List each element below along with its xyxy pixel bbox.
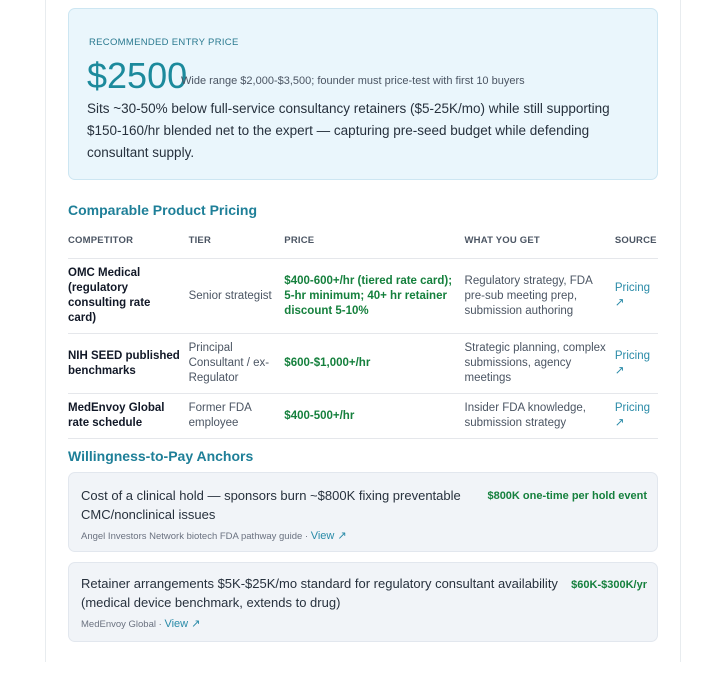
what-you-get-cell: Regulatory strategy, FDA pre-sub meeting prep, submission authoring — [465, 259, 615, 334]
tier-cell: Principal Consultant / ex-Regulator — [189, 334, 285, 394]
comparable-pricing-heading: Comparable Product Pricing — [68, 202, 258, 218]
view-source-link[interactable]: View ↗ — [164, 618, 201, 630]
source-cell — [615, 334, 658, 394]
what-you-get-cell: Strategic planning, complex submissions, agency meetings — [465, 334, 615, 394]
view-source-link[interactable]: View ↗ — [310, 530, 347, 542]
table-row — [68, 334, 658, 394]
report-page — [45, 0, 681, 662]
wtp-anchor-source-name: MedEnvoy Global · — [81, 619, 165, 630]
wtp-anchor-source-name: Angel Investors Network biotech FDA pathway guide · — [81, 531, 311, 542]
recommended-price-label: RECOMMENDED ENTRY PRICE — [89, 37, 239, 48]
tier-cell: Former FDA employee — [189, 394, 285, 439]
wtp-anchor-text: Retainer arrangements $5K-$25K/mo standard for regulatory consultant availability (medical device benchmark, extends to drug) — [81, 576, 558, 610]
competitor-cell: MedEnvoy Global rate schedule — [68, 394, 189, 439]
source-cell — [615, 259, 658, 334]
competitor-cell: NIH SEED published benchmarks — [68, 334, 189, 394]
column-header-source: SOURCE — [615, 229, 658, 259]
willingness-to-pay-heading: Willingness-to-Pay Anchors — [68, 448, 254, 464]
wtp-anchor-card — [68, 472, 658, 552]
wtp-anchor-source — [81, 617, 200, 630]
price-cell: $600-$1,000+/hr — [284, 334, 464, 394]
comparable-pricing-table — [68, 229, 658, 439]
wtp-anchor-text: Cost of a clinical hold — sponsors burn ~$800K fixing preventable CMC/nonclinical issues — [81, 488, 461, 522]
table-row — [68, 259, 658, 334]
wtp-anchor-card — [68, 562, 658, 642]
column-header-what-you-get: WHAT YOU GET — [465, 229, 615, 259]
pricing-link[interactable]: Pricing ↗ — [614, 402, 650, 429]
price-cell: $400-500+/hr — [284, 394, 464, 439]
column-header-competitor: COMPETITOR — [68, 229, 189, 259]
recommended-price-card — [68, 8, 658, 180]
what-you-get-cell: Insider FDA knowledge, submission strategy — [465, 394, 615, 439]
pricing-link[interactable]: Pricing ↗ — [614, 282, 650, 309]
competitor-cell: OMC Medical (regulatory consulting rate card) — [68, 259, 189, 334]
table-row — [68, 394, 658, 439]
column-header-tier: TIER — [189, 229, 285, 259]
wtp-anchor-value: $60K-$300K/yr — [571, 579, 647, 591]
column-header-price: PRICE — [284, 229, 464, 259]
table-header-row — [68, 229, 658, 259]
recommended-price-value: $2500 — [87, 55, 188, 96]
source-cell — [615, 394, 658, 439]
pricing-link[interactable]: Pricing ↗ — [614, 349, 650, 377]
recommended-price-range: Wide range $2,000-$3,500; founder must price-test with first 10 buyers — [181, 75, 525, 87]
recommended-price-description: Sits ~30-50% below full-service consultancy retainers ($5-25K/mo) while still supporting $150-160/hr blended net to the expert — capturing pre-seed budget while defending consultant supply. — [87, 101, 610, 160]
price-cell: $400-600+/hr (tiered rate card); 5-hr minimum; 40+ hr retainer discount 5-10% — [284, 259, 464, 334]
wtp-anchor-value: $800K one-time per hold event — [487, 490, 647, 502]
tier-cell: Senior strategist — [189, 259, 285, 334]
wtp-anchor-source — [81, 529, 347, 542]
